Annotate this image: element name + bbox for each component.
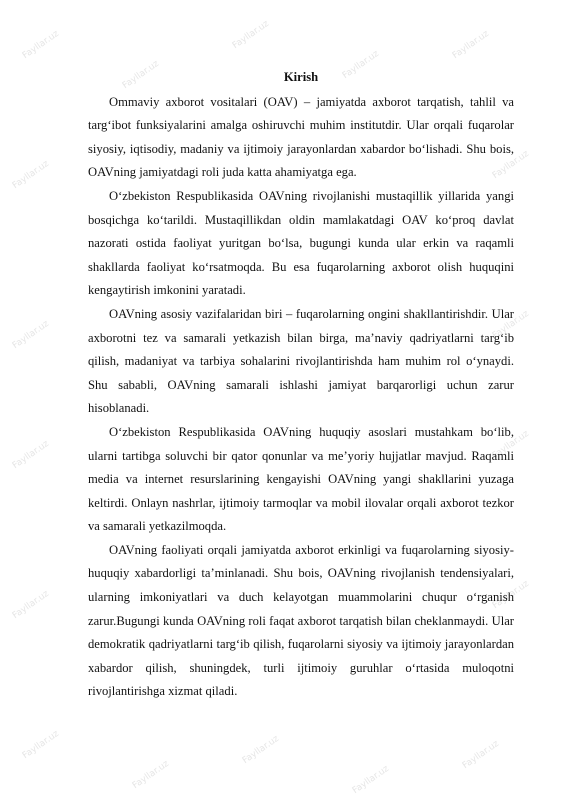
watermark: Fayllar.uz: [10, 438, 51, 472]
watermark: Fayllar.uz: [490, 578, 531, 612]
watermark: Fayllar.uz: [10, 588, 51, 622]
paragraph: OAVning asosiy vazifalaridan biri – fuqarolarning ongini shakllantirishdir. Ular axborotni tez va samarali yetkazish bilan birga, ma’naviy qadriyatlarni targ‘ib qilish, madaniyat va tarbiya sohalarini rivojlantirishda ham muhim rol o‘ynaydi. Shu sababli, OAVning samarali ishlashi jamiyat barqarorligi uchun zarur hisoblanadi.: [88, 306, 514, 416]
watermark: Fayllar.uz: [130, 758, 171, 792]
watermark: Fayllar.uz: [460, 738, 501, 772]
paragraph: O‘zbekiston Respublikasida OAVning rivojlanishi mustaqillik yillarida yangi bosqichga ko‘tarildi. Mustaqillikdan oldin mamlakatdagi OAV ko‘proq davlat nazorati ostida faoliyat yuritgan bo‘lsa, bugungi kunda ular erkin va raqamli shakllarda faoliyat ko‘rsatmoqda. Bu esa fuqarolarning axborot olish huquqini kengaytirish imkonini yaratadi.: [88, 188, 514, 298]
watermark: Fayllar.uz: [450, 28, 491, 62]
document-body: [88, 66, 514, 704]
document-title: Kirish: [283, 70, 319, 84]
watermark: Fayllar.uz: [350, 763, 391, 797]
watermark: Fayllar.uz: [230, 18, 271, 52]
watermark: Fayllar.uz: [490, 428, 531, 462]
paragraph: O‘zbekiston Respublikasida OAVning huquqiy asoslari mustahkam bo‘lib, ularni tartibga soluvchi bir qator qonunlar va me’yoriy hujjatlar mavjud. Raqamli media va internet resurslarining kengayishi OAVning yangi shakllarini yuzaga keltirdi. Onlayn nashrlar, ijtimoiy tarmoqlar va mobil ilovalar orqali axborot tezkor va samarali yetkazilmoqda.: [88, 424, 514, 534]
watermark: Fayllar.uz: [20, 728, 61, 762]
watermark: Fayllar.uz: [490, 148, 531, 182]
watermark: Fayllar.uz: [120, 58, 161, 92]
paragraph: Ommaviy axborot vositalari (OAV) – jamiyatda axborot tarqatish, tahlil va targ‘ibot funksiyalarini amalga oshiruvchi muhim institutdir. Ular orqali fuqarolar siyosiy, iqtisodiy, madaniy va ijtimoiy jarayonlardan xabardor bo‘lishadi. Shu bois, OAVning jamiyatdagi roli juda katta ahamiyatga ega.: [88, 94, 514, 180]
watermark: Fayllar.uz: [10, 158, 51, 192]
watermark: Fayllar.uz: [20, 28, 61, 62]
watermark: Fayllar.uz: [340, 48, 381, 82]
watermark: Fayllar.uz: [490, 308, 531, 342]
watermark: Fayllar.uz: [240, 733, 281, 767]
paragraph: OAVning faoliyati orqali jamiyatda axborot erkinligi va fuqarolarning siyosiy-huquqiy xabardorligi ta’minlanadi. Shu bois, OAVning rivojlanish tendensiyalari, ularning imkoniyatlari va duch kelayotgan muammolarini chuqur o‘rganish zarur.Bugungi kunda OAVning roli faqat axborot tarqatish bilan cheklanmaydi. Ular demokratik qadriyatlarni targ‘ib qilish, fuqarolarni siyosiy va ijtimoiy jarayonlardan xabardor qilish, shuningdek, turli ijtimoiy guruhlar o‘rtasida muloqotni rivojlantirishga xizmat qiladi.: [88, 542, 514, 699]
watermark: Fayllar.uz: [10, 318, 51, 352]
